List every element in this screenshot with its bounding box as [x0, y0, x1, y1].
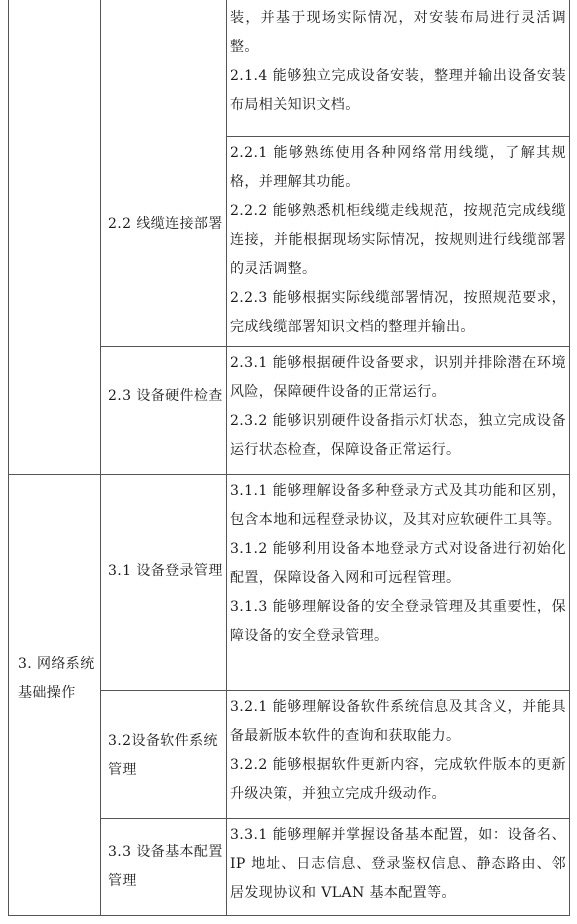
paragraph: 2.2.3 能够根据实际线缆部署情况，按照规范要求，完成线缆部署知识文档的整理并输出。: [230, 290, 566, 335]
paragraph: 装，并基于现场实际情况，对安装布局进行灵活调整。: [230, 10, 566, 55]
cell-content: [230, 693, 566, 809]
sub-item-title: 3.3 设备基本配置管理: [108, 844, 223, 889]
section-divider: [8, 474, 570, 475]
row-divider: [226, 136, 570, 137]
table-border-right: [569, 0, 570, 916]
sub-item-title: 2.3 设备硬件检查: [108, 388, 223, 404]
paragraph: 2.3.2 能够识别硬件设备指示灯状态，独立完成设备运行状态检查，保障设备正常运行。: [230, 413, 566, 458]
table-border-left: [8, 0, 9, 916]
row-divider: [100, 818, 570, 819]
sub-item-title: 3.1 设备登录管理: [108, 563, 223, 579]
cell-content: [230, 139, 566, 342]
sub-item-title: 2.2 线缆连接部署: [108, 216, 223, 232]
row-divider: [100, 346, 570, 347]
column-divider-1: [100, 0, 101, 916]
cell-content: [230, 349, 566, 465]
section-title: 3. 网络系统基础操作: [18, 656, 95, 701]
cell-content: [230, 821, 566, 908]
column-divider-2: [226, 0, 227, 916]
paragraph: 3.1.2 能够利用设备本地登录方式对设备进行初始化配置，保障设备入网和可远程管理。: [230, 541, 566, 586]
paragraph: 3.2.2 能够根据软件更新内容，完成软件版本的更新升级决策，并独立完成升级动作。: [230, 757, 566, 802]
sub-item-title: 3.2设备软件系统管理: [108, 733, 218, 778]
paragraph: 2.3.1 能够根据硬件设备要求，识别并排除潜在环境风险，保障硬件设备的正常运行。: [230, 355, 566, 400]
competency-table: [8, 0, 570, 916]
cell-content: [230, 477, 566, 651]
cell-content: [230, 4, 566, 120]
row-divider: [100, 690, 570, 691]
paragraph: 3.1.1 能够理解设备多种登录方式及其功能和区别，包含本地和远程登录协议，及其对应软硬件工具等。: [230, 483, 566, 528]
paragraph: 3.1.3 能够理解设备的安全登录管理及其重要性，保障设备的安全登录管理。: [230, 599, 566, 644]
paragraph: 2.2.2 能够熟悉机柜线缆走线规范，按规范完成线缆连接，并能根据现场实际情况，按规则进行线缆部署的灵活调整。: [230, 203, 566, 277]
paragraph: 3.2.1 能够理解设备软件系统信息及其含义，并能具备最新版本软件的查询和获取能力。: [230, 699, 566, 744]
paragraph: 2.1.4 能够独立完成设备安装，整理并输出设备安装布局相关知识文档。: [230, 68, 566, 113]
paragraph: 3.3.1 能够理解并掌握设备基本配置，如：设备名、IP 地址、日志信息、登录鉴权信息、静态路由、邻居发现协议和 VLAN 基本配置等。: [230, 827, 566, 901]
paragraph: 2.2.1 能够熟练使用各种网络常用线缆，了解其规格，并理解其功能。: [230, 145, 566, 190]
table-border-bottom: [8, 915, 570, 916]
